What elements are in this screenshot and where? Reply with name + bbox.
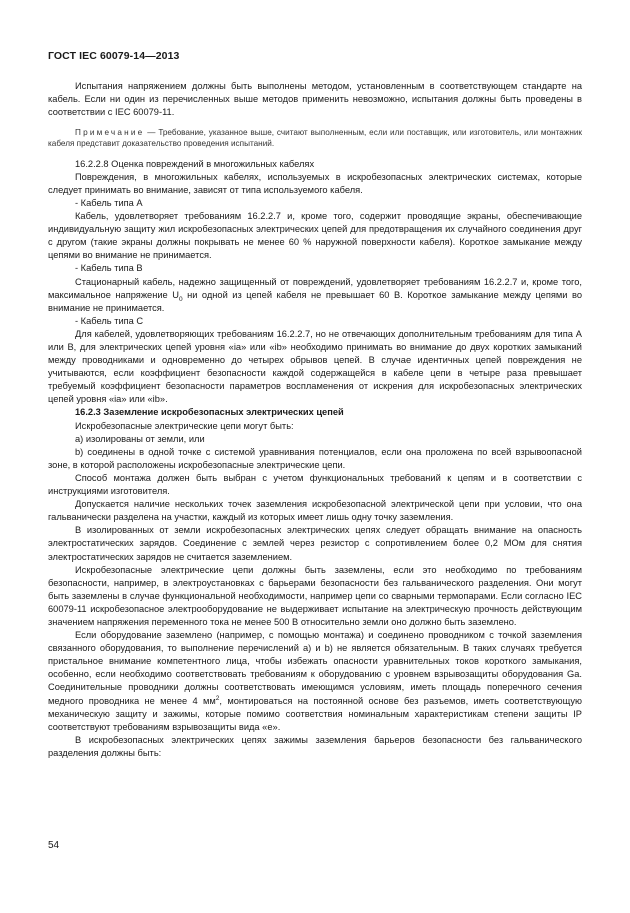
grounding-barriers: В искробезопасных электрических цепях зажимы заземления барьеров безопасности без гальванического разделения должны быть: <box>48 734 582 758</box>
cable-type-a-label: - Кабель типа А <box>75 197 143 208</box>
type-b-text-part2: ни одной из цепей кабеля не превышает 60 В. Короткое замыкание между цепями во внимание не принимается. <box>48 289 582 313</box>
grounding-required: Искробезопасные электрические цепи должны быть заземлены, если это необходимо по требованиям безопасности, например, в электроустановках с барьерами безопасности без гальванического разделения. Они могут быть заземлены в случае функциональной необходимости, например цепи со сварными термопарами. Если согласно IEC 60079-11 искробезопасное электрооборудование не выдерживает испытание на электрическую прочность действующим значением напряжения переменного тока не менее 500 В относительно земли оно должно быть заземлено. <box>48 564 582 627</box>
cable-type-b-text <box>48 276 582 315</box>
area-superscript: 2 <box>215 694 220 702</box>
cable-type-b-label: - Кабель типа В <box>75 263 143 274</box>
section-title-16-2-2-8: 16.2.2.8 Оценка повреждений в многожильных кабелях <box>75 158 315 169</box>
page-body <box>48 80 582 760</box>
grounding-method: Способ монтажа должен быть выбран с учетом функциональных требований к цепям и в соответствии с инструкциями изготовителя. <box>48 472 582 497</box>
document-header: ГОСТ IEC 60079-14—2013 <box>48 50 180 62</box>
grounding-electrostatic: В изолированных от земли искробезопасных электрических цепях следует обращать внимание на опасность электростатических зарядов. Соединение с землей через резистор с сопротивлением более 0,2 МОм для снятия электростатических зарядов не считается заземлением. <box>48 525 582 562</box>
note-label: Примечание <box>75 128 145 138</box>
voltage-subscript: 0 <box>178 295 183 303</box>
grounding-intro: Искробезопасные электрические цепи могут быть: <box>75 420 294 431</box>
type-b-text-part1: Стационарный кабель, надежно защищенный от повреждений, удовлетворяет требованиям 16.2.2.7 и, кроме того, максимальное напряжение U <box>48 276 582 300</box>
section-title-16-2-3: 16.2.3 Заземление искробезопасных электрических цепей <box>75 407 344 418</box>
equipment-text-part2: , монтироваться на постоянной основе без разъемов, иметь соответствующую механическую защиту и зажимы, которые помимо соответствия номинальным характеристикам степени защиты IP соответствуют требованиям взрывозащиты вида «е». <box>48 695 582 732</box>
cable-type-c-text: Для кабелей, удовлетворяющих требованиям 16.2.2.7, но не отвечающих дополнительным требованиям для типа А или В, для электрических цепей уровня «ia» или «ib» необходимо принимать во внимание до двух коротких замыканий между проводниками и одновременно до четырех обрывов цепей. В случае идентичных цепей повреждения не учитываются, если коэффициент безопасности каждой содержащейся в кабеле цепи в четыре раза превышает требуемый коэффициент безопасности параметров воспламенения от искрения для искробезопасных электрических цепей уровня «ia» или «ib». <box>48 328 582 405</box>
note-text: — Требование, указанное выше, считают выполненным, если или поставщик, или изготовитель, или монтажник кабеля представит доказательство проведения испытаний. <box>48 128 582 149</box>
paragraph-test-voltage: Испытания напряжением должны быть выполнены методом, установленным в соответствующем стандарте на кабель. Если ни один из перечисленных выше методов применить невозможно, испытания должны быть проведены в соответствии с IEC 60079-11. <box>48 81 582 118</box>
cable-type-c-label: - Кабель типа С <box>75 315 144 326</box>
cable-type-a-text: Кабель, удовлетворяет требованиям 16.2.2.7 и, кроме того, содержит проводящие экраны, обеспечивающие индивидуальную защиту жил искробезопасных электрических цепей для предотвращения их случайного соединения друг с другом (такие экраны должны покрывать не менее 60 % наружной поверхности кабеля). Короткое замыкание между цепями во внимание не принимается. <box>48 211 582 261</box>
grounding-equipment <box>48 629 582 734</box>
note <box>48 127 582 149</box>
page-number: 54 <box>48 840 60 851</box>
paragraph-damage-intro: Повреждения, в многожильных кабелях, используемых в искробезопасных электрических системах, которые следует принимать во внимание, зависят от типа используемого кабеля. <box>48 171 582 195</box>
grounding-multiple-points: Допускается наличие нескольких точек заземления искробезопасной электрической цепи при условии, что она гальванически разделена на участки, каждый из которых имеет лишь одну точку заземления. <box>48 499 582 523</box>
grounding-option-b: b) соединены в одной точке с системой уравнивания потенциалов, если она проложена по всей взрывоопасной зоне, в которой расположены искробезопасные электрические цепи. <box>48 446 582 470</box>
equipment-text-part1: Если оборудование заземлено (например, с помощью монтажа) и соединено проводником с точкой заземления связанного оборудования, то выполнение перечислений а) и b) не является обязательным. В таких случаях требуется пристальное внимание компетентного лица, чтобы избежать опасности уравнительных токов короткого замыкания, особенно, если необходимо соответствовать требованиям к оборудованию с уровнем взрывозащиты оборудования Ga. Соединительные проводники должны соответствовать имеющимся условиям, иметь площадь поперечного сечения медного проводника не менее 4 мм <box>48 630 582 706</box>
grounding-option-a: а) изолированы от земли, или <box>75 433 205 444</box>
